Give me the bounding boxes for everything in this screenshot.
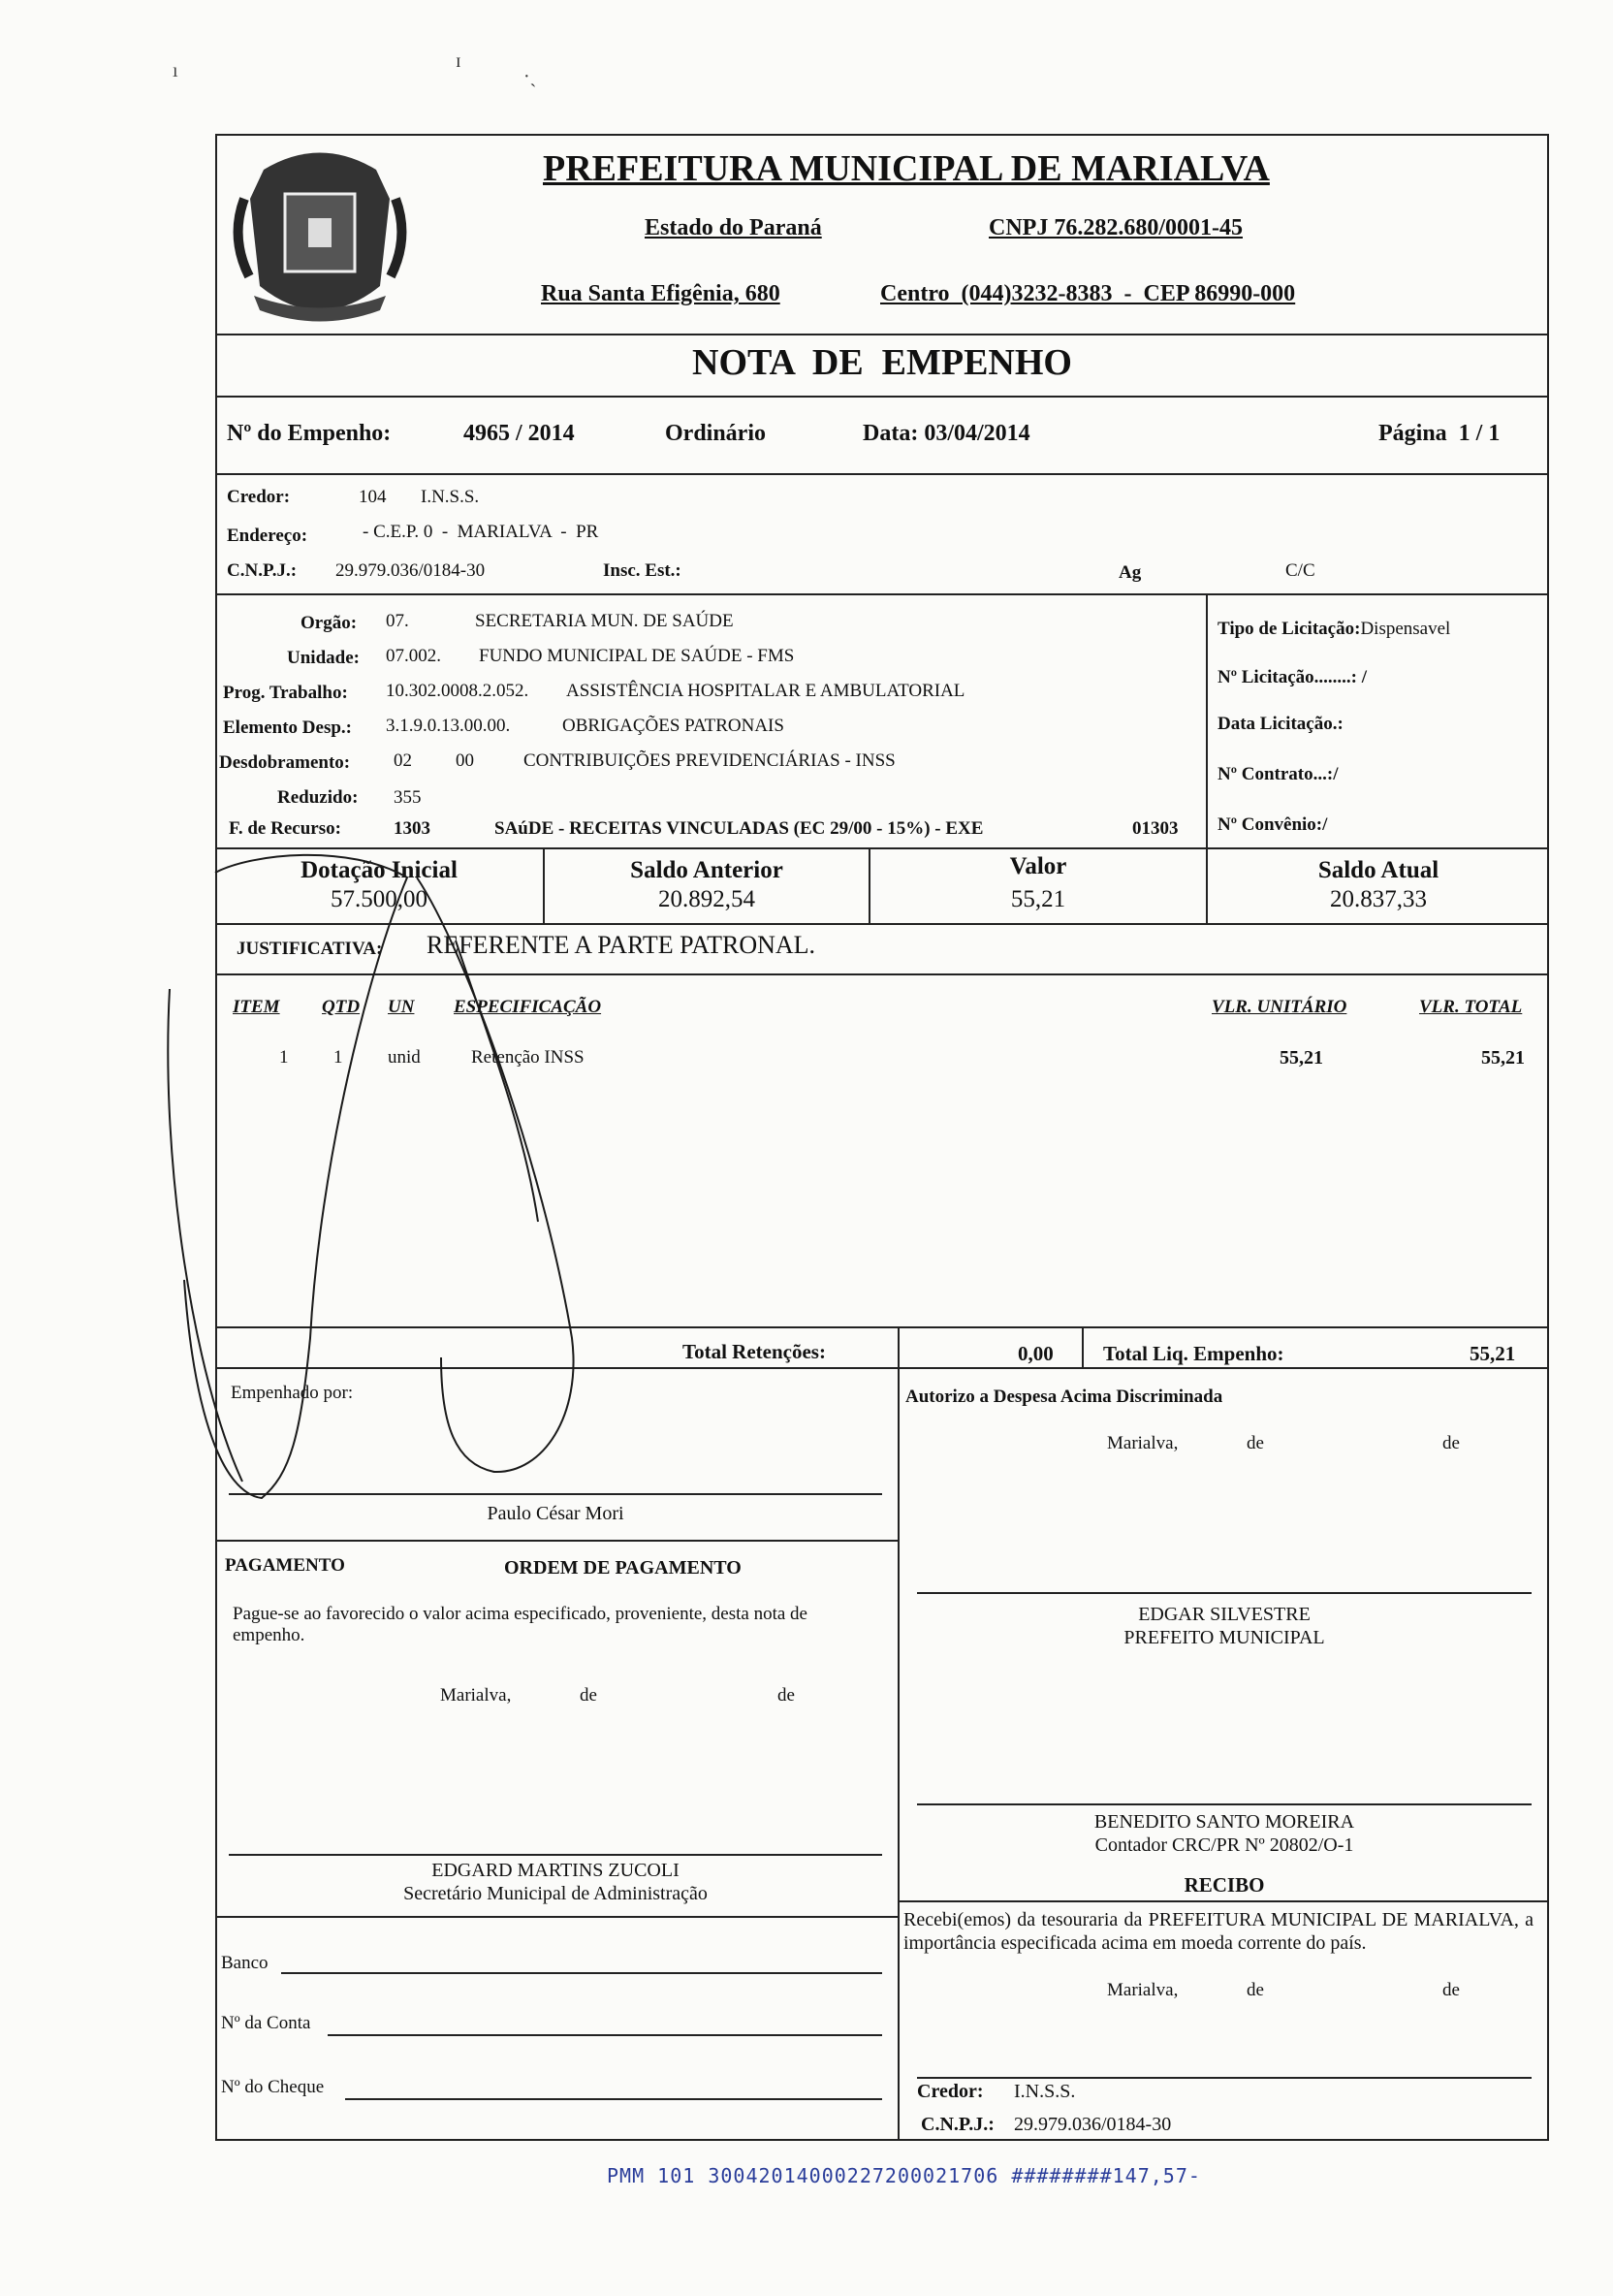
anterior-value: 20.892,54 [658,886,755,912]
prog-name: ASSISTÊNCIA HOSPITALAR E AMBULATORIAL [566,681,965,701]
valor-value: 55,21 [1010,886,1066,912]
recurso-code2: 01303 [1132,818,1179,839]
prefeito-role: PREFEITO MUNICIPAL [1123,1627,1325,1648]
autorizo-de2: de [1442,1433,1460,1453]
ag-label: Ag [1119,562,1142,583]
prefeito-name: EDGAR SILVESTRE [1138,1604,1311,1625]
row-item: 1 [279,1047,289,1068]
recibo-credor-value: I.N.S.S. [1014,2081,1076,2102]
desd-name: CONTRIBUIÇÕES PREVIDENCIÁRIAS - INSS [523,750,896,771]
orgao-code: 07. [386,611,409,631]
credor-label: Credor: [227,487,291,507]
licitacao-tipo: Tipo de Licitação:Dispensavel [1218,619,1451,639]
contador-role: Contador CRC/PR Nº 20802/O-1 [1094,1834,1354,1856]
credor-code: 104 [359,487,387,507]
header-address: Rua Santa Efigênia, 680 [541,281,780,306]
banco-label: Banco [221,1953,269,1973]
prog-label: Prog. Trabalho: [223,683,348,703]
desd-code1: 02 [394,750,412,771]
licitacao-contrato: Nº Contrato...:/ [1218,764,1339,784]
endereco-value: - C.E.P. 0 - MARIALVA - PR [363,522,599,542]
empenho-type: Ordinário [665,421,767,446]
dotacao-value: 57.500,00 [331,886,427,912]
secretario-name: EDGARD MARTINS ZUCOLI [431,1860,680,1881]
cheque-label: Nº do Cheque [221,2077,325,2097]
licitacao-numero: Nº Licitação........: / [1218,667,1368,687]
empenho-label: Nº do Empenho: [227,421,392,446]
scan-mark: ɪ [456,50,461,72]
row-unit: 55,21 [1280,1047,1323,1068]
retencoes-label: Total Retenções: [682,1340,826,1363]
cc-label: C/C [1285,560,1315,581]
col-qtd: QTD [322,997,361,1017]
scan-mark: ·ˎ [523,66,537,87]
recibo-text: Recebi(emos) da tesouraria da PREFEITURA MUNICIPAL DE MARIALVA, a importância especificada acima em moeda corrente do país. [903,1909,1534,1954]
valor-label: Valor [1009,853,1067,879]
scan-mark: ı [173,60,178,81]
empenho-number: 4965 / 2014 [463,421,575,446]
col-vlr-unitario: VLR. UNITÁRIO [1212,997,1347,1017]
autorizo-de1: de [1247,1433,1264,1453]
header-contact: Centro (044)3232-8383 - CEP 86990-000 [880,281,1296,306]
justificativa-text: REFERENTE A PARTE PATRONAL. [427,931,816,959]
cheque-field [345,2098,882,2100]
empenho-page: Página 1 / 1 [1378,421,1501,446]
autorizo-title: Autorizo a Despesa Acima Discriminada [905,1387,1223,1407]
doc-title: NOTA DE EMPENHO [692,342,1072,383]
col-especificacao: ESPECIFICAÇÃO [454,997,602,1017]
unidade-name: FUNDO MUNICIPAL DE SAÚDE - FMS [479,646,795,666]
recibo-de2: de [1442,1980,1460,2000]
conta-field [328,2034,882,2036]
liq-label: Total Liq. Empenho: [1103,1342,1284,1365]
recibo-credor-label: Credor: [917,2081,984,2102]
liq-value: 55,21 [1470,1342,1516,1365]
contador-name: BENEDITO SANTO MOREIRA [1093,1811,1355,1833]
anterior-label: Saldo Anterior [630,857,783,883]
row-total: 55,21 [1481,1047,1525,1068]
desd-code2: 00 [456,750,474,771]
header-cnpj: CNPJ 76.282.680/0001-45 [989,215,1243,240]
recibo-title: RECIBO [1184,1873,1265,1897]
row-un: unid [388,1047,421,1068]
pagamento-label: PAGAMENTO [225,1555,345,1576]
recibo-place: Marialva, [1107,1980,1179,2000]
insc-label: Insc. Est.: [603,560,681,581]
endereco-label: Endereço: [227,526,308,546]
empenhado-name: Paulo César Mori [487,1503,624,1524]
row-qtd: 1 [333,1047,343,1068]
unidade-code: 07.002. [386,646,441,666]
reduzido-value: 355 [394,787,422,808]
empenhado-label: Empenhado por: [231,1383,354,1403]
retencoes-value: 0,00 [1018,1342,1054,1365]
orgao-label: Orgão: [300,613,358,633]
elem-name: OBRIGAÇÕES PATRONAIS [562,716,784,736]
unidade-label: Unidade: [287,648,360,668]
cnpj-value: 29.979.036/0184-30 [335,560,486,581]
municipal-coat-of-arms-icon [225,141,415,335]
recurso-label: F. de Recurso: [229,818,341,839]
row-spec: Retenção INSS [471,1047,585,1068]
prog-code: 10.302.0008.2.052. [386,681,529,701]
recurso-code: 1303 [394,818,430,839]
col-un: UN [388,997,415,1017]
licitacao-convenio: Nº Convênio:/ [1218,814,1328,835]
pagamento-de2: de [777,1685,795,1706]
header-title: PREFEITURA MUNICIPAL DE MARIALVA [543,148,1270,189]
secretario-role: Secretário Municipal de Administração [403,1883,708,1904]
atual-label: Saldo Atual [1317,857,1439,883]
cnpj-label: C.N.P.J.: [227,560,298,581]
justificativa-label: JUSTIFICATIVA: [237,939,383,959]
col-vlr-total: VLR. TOTAL [1419,997,1523,1017]
banco-field [281,1972,882,1974]
atual-value: 20.837,33 [1330,886,1427,912]
credor-name: I.N.S.S. [421,487,480,507]
elem-code: 3.1.9.0.13.00.00. [386,716,511,736]
dotacao-label: Dotação Inicial [300,857,458,883]
licitacao-data: Data Licitação.: [1218,714,1344,734]
reduzido-label: Reduzido: [277,787,359,808]
conta-label: Nº da Conta [221,2013,311,2033]
orgao-name: SECRETARIA MUN. DE SAÚDE [475,611,734,631]
desd-label: Desdobramento: [219,752,351,773]
elem-label: Elemento Desp.: [223,718,352,738]
pagamento-place: Marialva, [440,1685,512,1706]
barcode-text: PMM 101 30042014000227200021706 ########147,57- [607,2164,1201,2187]
recibo-cnpj-label: C.N.P.J.: [921,2114,995,2135]
col-item: ITEM [233,997,280,1017]
pagamento-text: Pague-se ao favorecido o valor acima especificado, proveniente, desta nota de empenho. [233,1604,807,1645]
recibo-cnpj-value: 29.979.036/0184-30 [1014,2114,1172,2135]
ordem-label: ORDEM DE PAGAMENTO [504,1557,742,1578]
pagamento-de1: de [580,1685,597,1706]
header-state: Estado do Paraná [645,215,822,240]
autorizo-place: Marialva, [1107,1433,1179,1453]
empenho-date: Data: 03/04/2014 [863,421,1030,446]
recibo-de1: de [1247,1980,1264,2000]
recurso-name: SAúDE - RECEITAS VINCULADAS (EC 29/00 - 15%) - EXE [494,818,984,839]
